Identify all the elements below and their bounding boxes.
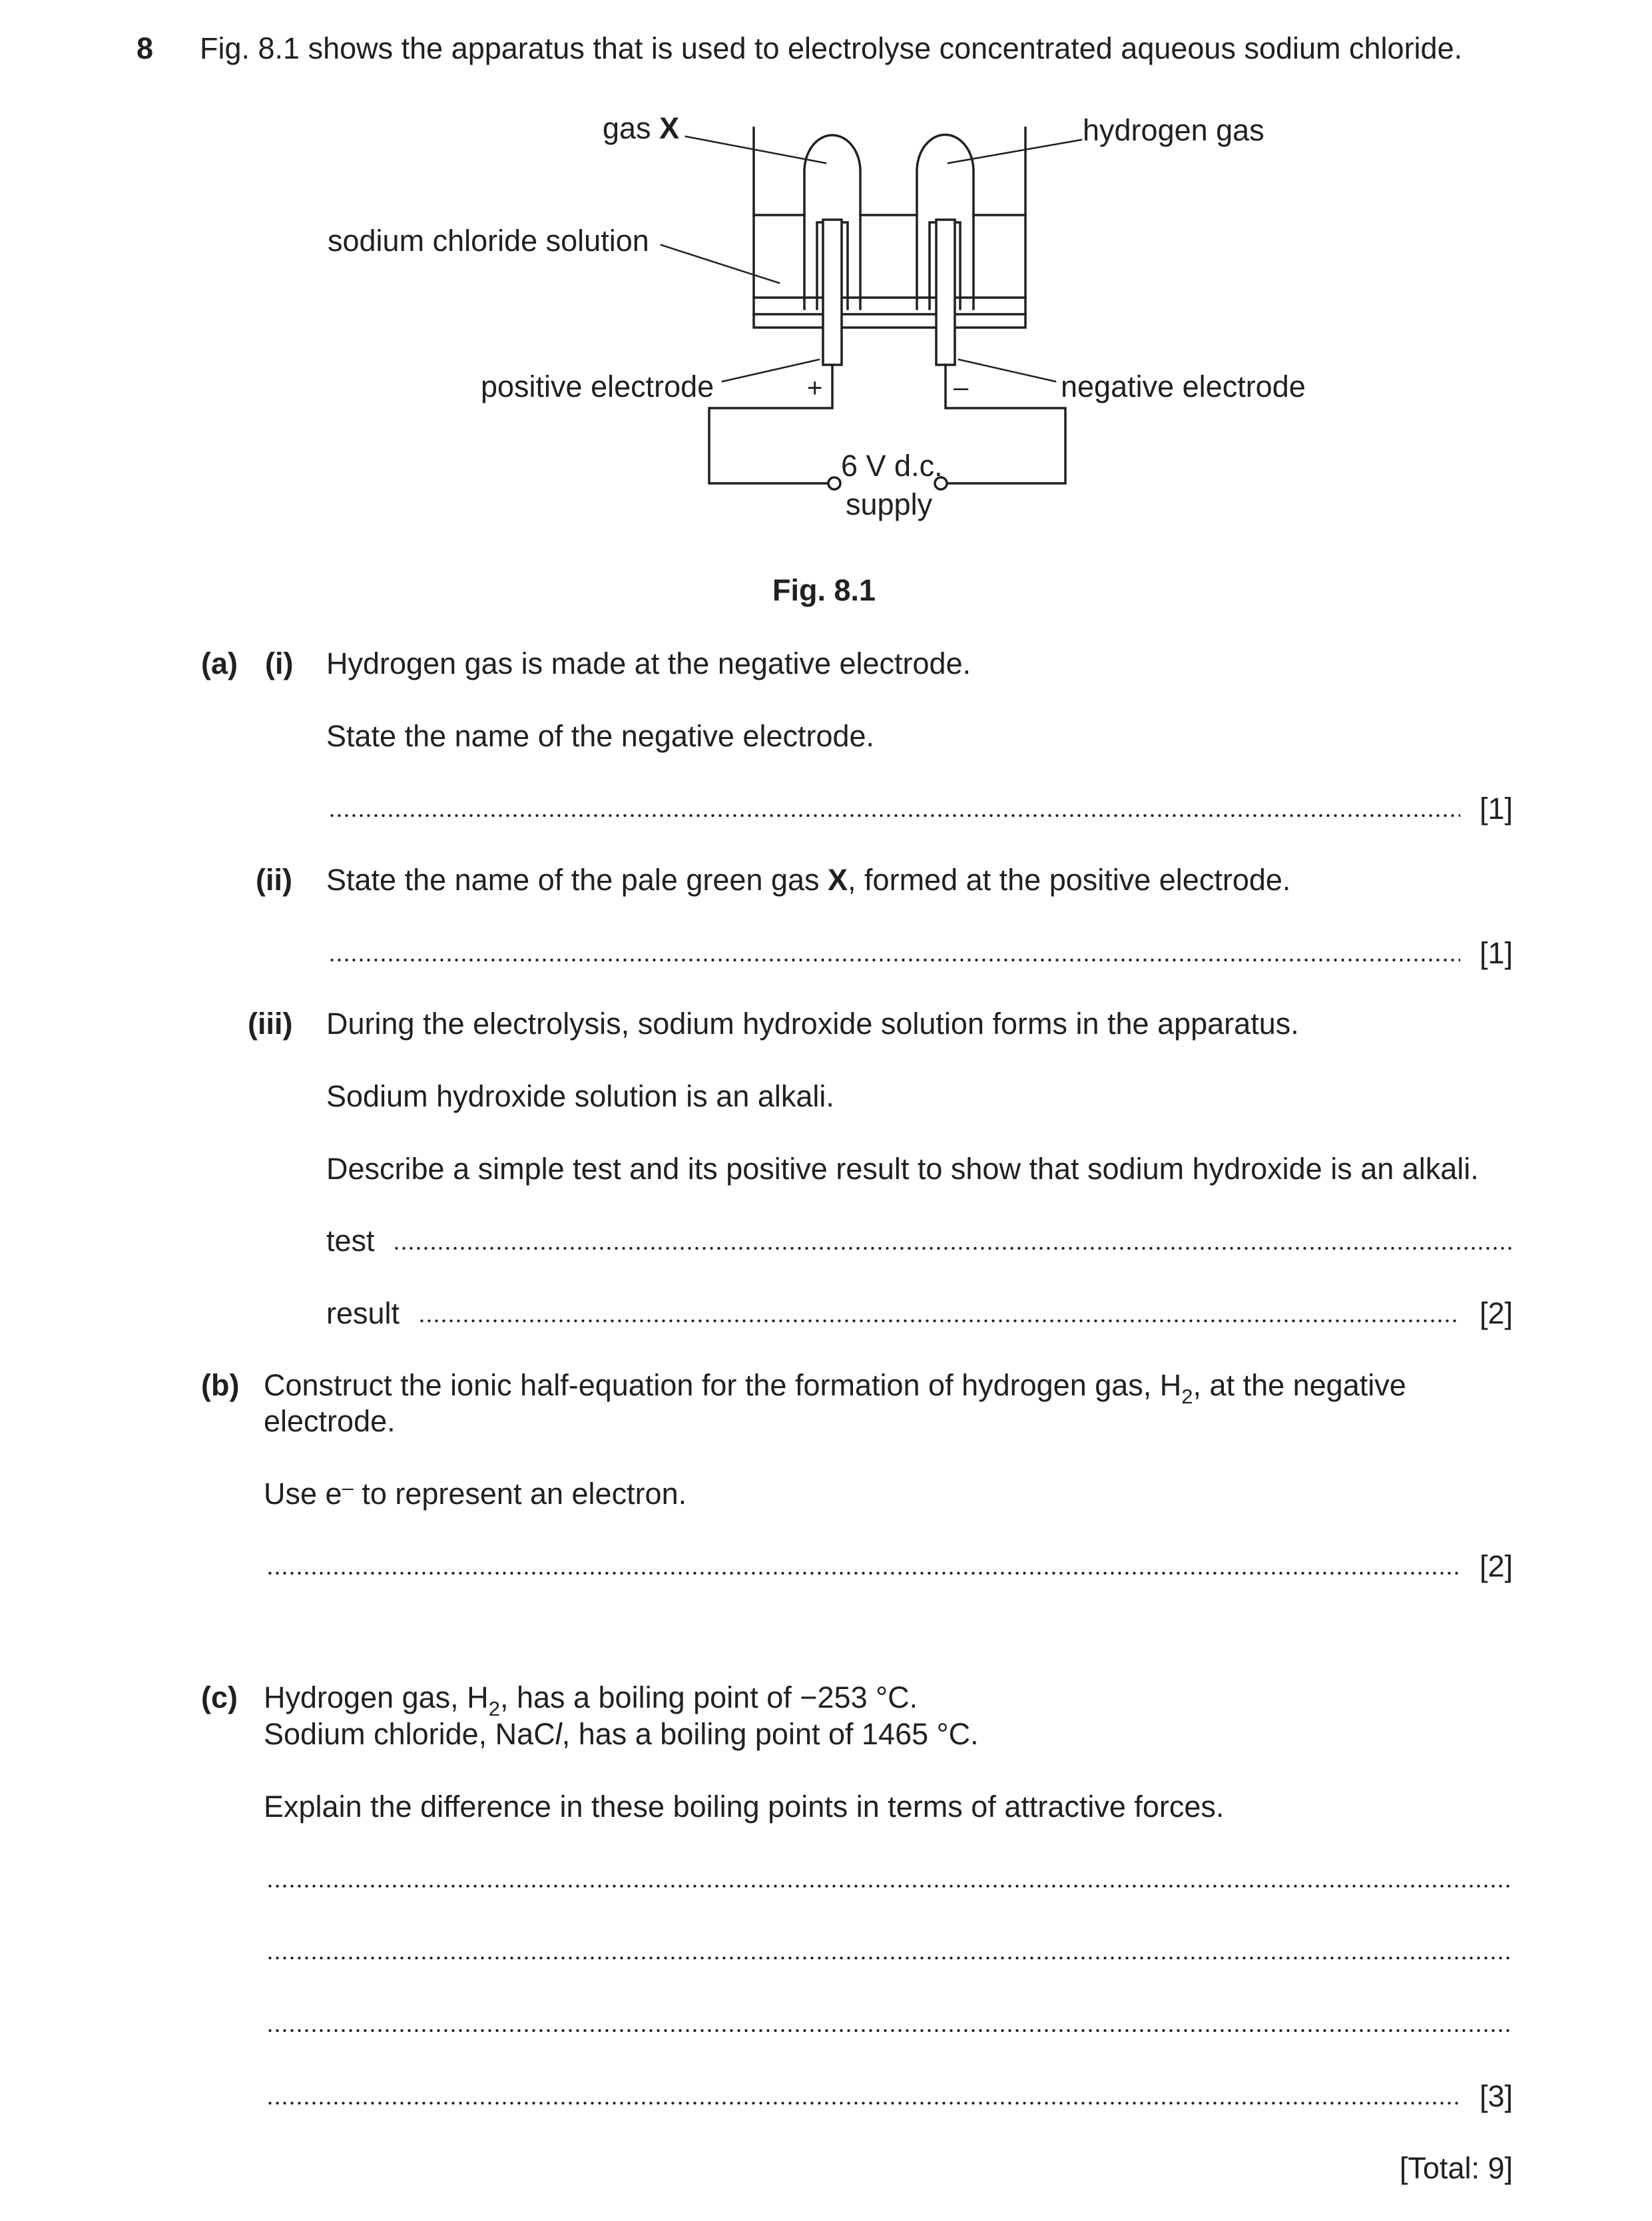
positive-electrode-rod xyxy=(823,220,842,365)
answer-line-c-1[interactable] xyxy=(266,1883,1512,1889)
part-c-label: (c) xyxy=(201,1680,238,1714)
part-a-iii-line2: Sodium hydroxide solution is an alkali. xyxy=(326,1079,834,1113)
minus-sign: – xyxy=(954,373,969,402)
question-intro: Fig. 8.1 shows the apparatus that is used to electrolyse concentrated aqueous sodium chloride. xyxy=(200,31,1463,65)
mark-a-iii: [2] xyxy=(1479,1296,1513,1330)
mark-a-i: [1] xyxy=(1479,792,1513,826)
part-b-line1: Construct the ionic half-equation for the formation of hydrogen gas, $H_2$, at the negative xyxy=(264,1368,1406,1408)
part-b-label: (b) xyxy=(201,1368,240,1402)
part-a-iii-line1: During the electrolysis, sodium hydroxide solution forms in the apparatus. xyxy=(326,1007,1299,1041)
hydrogen-gas-label: hydrogen gas xyxy=(1083,113,1264,147)
part-b-line2: electrode. xyxy=(264,1404,396,1438)
gas-x-leader xyxy=(686,136,826,163)
figure-caption: Fig. 8.1 xyxy=(772,573,876,607)
positive-leader xyxy=(722,360,819,381)
gas-x-label: gas X xyxy=(603,111,680,145)
part-a-i-line1: Hydrogen gas is made at the negative electrode. xyxy=(326,646,971,680)
part-c-line3: Explain the difference in these boiling points in terms of attractive forces. xyxy=(264,1790,1225,1824)
part-a-iii-line3: Describe a simple test and its positive result to show that sodium hydroxide is an alkali. xyxy=(326,1152,1479,1186)
negative-electrode-rod xyxy=(936,220,955,365)
answer-line-result[interactable] xyxy=(418,1318,1460,1324)
part-a-ii-text: State the name of the pale green gas X, formed at the positive electrode. xyxy=(326,863,1291,897)
part-a-iii-label: (iii) xyxy=(248,1007,293,1041)
test-label: test xyxy=(326,1224,375,1258)
sodium-chloride-solution-label: sodium chloride solution xyxy=(328,224,649,258)
part-a-label: (a) xyxy=(201,646,238,680)
total-marks: [Total: 9] xyxy=(1399,2151,1513,2185)
mark-a-ii: [1] xyxy=(1479,936,1513,970)
supply-label-line1: 6 V d.c. xyxy=(841,449,943,483)
question-number: 8 xyxy=(137,31,154,65)
part-a-i-label: (i) xyxy=(265,646,294,680)
part-a-i-line2: State the name of the negative electrode. xyxy=(326,719,875,753)
mark-c: [3] xyxy=(1479,2079,1513,2113)
part-b-line3: Use e– to represent an electron. xyxy=(264,1476,687,1511)
plus-sign: + xyxy=(807,373,823,403)
negative-leader xyxy=(959,360,1055,381)
answer-line-b[interactable] xyxy=(266,1570,1460,1577)
supply-terminal-left xyxy=(828,477,840,489)
negative-electrode-label: negative electrode xyxy=(1061,370,1306,403)
part-c-line1: Hydrogen gas, $H_2$, has a boiling point of −253 °C. xyxy=(264,1680,918,1720)
electrolysis-apparatus-diagram xyxy=(0,0,1652,546)
answer-line-c-3[interactable] xyxy=(266,2027,1512,2034)
supply-label-line2: supply xyxy=(846,487,933,521)
answer-line-c-4[interactable] xyxy=(266,2100,1460,2106)
answer-line-a-ii[interactable] xyxy=(328,957,1460,963)
mark-b: [2] xyxy=(1479,1549,1513,1583)
part-a-ii-label: (ii) xyxy=(256,863,292,897)
part-c-line2: Sodium chloride, NaCl, has a boiling point of 1465 °C. xyxy=(264,1717,979,1751)
result-label: result xyxy=(326,1296,400,1330)
answer-line-a-i[interactable] xyxy=(328,812,1460,819)
answer-line-test[interactable] xyxy=(393,1245,1512,1252)
positive-electrode-label: positive electrode xyxy=(481,370,714,403)
answer-line-c-2[interactable] xyxy=(266,1955,1512,1961)
solution-leader xyxy=(661,245,779,283)
